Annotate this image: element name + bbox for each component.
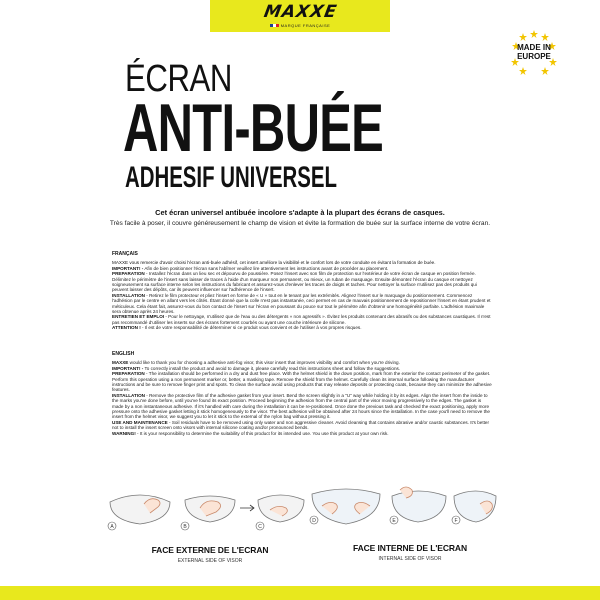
arrow-icon	[240, 505, 254, 511]
en-p4-text: - Remove the protective film of the adhesive gasket from your insert. Bend the screen slightly in a "U" way while holding it by its edges. Align the insert from the inside to the marks you've done before, until you've found its exact position. Proceed beginning the adhesion from the central part of the visor moving progressively to the edges. The gasket is made by a non instantaneous adhesive. If it's handled with care during the installation it can be re-positioned. Once done the previous task and checked the exact positioning, apply more pressure onto the adhesive gasket letting it stick homogeneously to the visor. The best adhesion will be obtained after 24 hours since the installation. In the case you'll need to remove the insert from the helmet visor, we suggest you to let it stick to the external of the nylon bag without pressing it.	[112, 392, 490, 420]
title-line-1: ÉCRAN	[125, 58, 233, 100]
fr-paragraph-5	[112, 314, 492, 325]
en-paragraph-5	[112, 420, 492, 431]
fr-p1-text: MAXXE vous remercie d'avoir choisi l'écran anti-buée adhésif, cet insert améliore la visibilité et le confort lors de votre conduite en évitant la formation de buée.	[112, 260, 436, 266]
step-label-c: C	[258, 524, 262, 530]
caption-external-main: FACE EXTERNE DE L'ECRAN	[151, 545, 269, 555]
step-label-b: B	[183, 524, 187, 530]
brand-tagline: MARQUE FRANÇAISE	[280, 23, 331, 28]
visor-icon	[392, 491, 446, 522]
lead-bold: Cet écran universel antibuée incolore s'adapte à la plupart des écrans de casques.	[155, 208, 445, 217]
en-p5-label: USE AND MAINTENANCE	[112, 419, 168, 425]
visor-icon	[110, 495, 170, 524]
fr-p6-label: ATTENTION !	[112, 325, 141, 331]
badge-line-1: MADE IN	[517, 43, 551, 52]
en-p4-label: INSTALLATION	[112, 392, 146, 398]
en-p5-text: - Soil residuals have to be removed using only water and non aggressive cleaner. Avoid cleansing that contains abrasive and/or caustic substances. It's better not to install the insert screen onto visors with internal silicone coating and/or pronounced bends.	[112, 419, 489, 431]
installation-diagram	[100, 480, 500, 540]
en-p3-text: - The installation should be performed in a dry and dust free place. With the helmet shield in the down position, mark from the exterior the contact perimeter of the gasket. Perform this operation using a non permanent marker or, better, a masking tape. Remove the shield from the helmet. Carefully clean its internal surface following the manufacturer instructions and be sure to remove finger print and spots. To clean the surface avoid using products that may release deposits or protecting coats, because they can minimize the adhesive features.	[112, 371, 492, 393]
badge-line-2: EUROPE	[517, 52, 551, 61]
caption-external-sub: EXTERNAL SIDE OF VISOR	[177, 558, 243, 564]
fr-p5-label: ENTRETIEN ET EMPLOI	[112, 314, 165, 320]
en-paragraph-6	[112, 431, 492, 436]
caption-internal-main: FACE INTERNE DE L'ECRAN	[352, 543, 467, 553]
section-heading-english: ENGLISH	[112, 351, 135, 357]
fr-p2-text: Afin de bien positionner l'écran sans l'abîmer veuillez lire attentivement les instructions avant de procéder au placement.	[143, 265, 389, 271]
caption-internal-sub: INTERNAL SIDE OF VISOR	[378, 556, 442, 562]
lead-normal: Très facile à poser, il couvre généreusement le champ de vision et évite la formation de buée sur la surface interne de votre écran.	[109, 220, 491, 227]
fr-p4-label: INSTALLATION	[112, 292, 146, 298]
step-label-e: E	[392, 518, 396, 524]
brand-logo: MAXXE	[261, 2, 339, 22]
visor-icon	[312, 489, 380, 524]
fr-p4-text: - Retirez le film protecteur et pliez l'insert en forme de « U » tout en le tenant par les extrémités. Alignez l'insert sur le marquage du positionnement. Commencez l'adhésion par le centre en allant vers les côtés. Étant donné que la colle n'est pas instantanée, ceci permet en cas de mauvais positionnement de repositionner l'insert en étant prudent et méticuleux. Cela étant fait, assurez-vous du bon contact de l'insert sur l'écran en poussant du pouce sur tout le périmètre afin d'obtenir une homogénéité parfaite. L'adhésion maximale sera obtenue après 24 heures.	[112, 292, 491, 315]
fr-p5-text: - Pour le nettoyage, n'utilisez que de l'eau ou des détergents « non agressifs ». Évitez les produits contenant des abrasifs ou des substances caustiques. Il n'est pas recommandé d'utiliser les inserts sur des écrans fortement courbés ou ayant une couche intérieure de silicone.	[112, 314, 491, 325]
made-in-europe-badge	[510, 28, 558, 76]
en-p6-text: - It is your responsibility to determine the suitability of this product for its intended use. You use this product at your own risk.	[135, 430, 389, 436]
fr-paragraph-6	[112, 325, 492, 330]
caption-external	[140, 545, 280, 564]
en-p1-label: MAXXE	[112, 360, 129, 366]
en-paragraph-4	[112, 393, 492, 420]
en-p2-label: IMPORTANT! -	[112, 365, 144, 371]
section-heading-francais: FRANÇAIS	[112, 251, 138, 257]
en-paragraph-3	[112, 371, 492, 393]
fr-p3-text: - Installez l'écran dans un lieu sec et dépourvu de poussière. Posez l'insert avec son film de protection sur l'extérieur de votre écran de casque en position fermée. Délimitez le périmètre de l'insert sans laisser de traces à l'aide d'un marqueur non permanent, ou mieux, un ruban de masquage. Ensuite démontez l'écran du casque et nettoyez soigneusement sa surface interne selon les instructions du fabricant et assurez-vous d'enlever les traces de doigts et taches. Pour nettoyer la surface n'utilisez pas des produits qui peuvent laisser des dépôts, car ils peuvent influencer sur l'adhérence de l'insert.	[112, 271, 477, 293]
fr-p3-label: PREPARATION	[112, 271, 145, 277]
en-p3-label: PREPARATION	[112, 371, 145, 377]
fr-paragraph-4	[112, 293, 492, 315]
french-flag-icon	[270, 24, 279, 27]
fr-paragraph-3	[112, 271, 492, 293]
title-line-2: ANTI-BUÉE	[123, 90, 384, 166]
fr-p6-text: - Il est de votre responsabilité de déterminer si ce produit vous convient et de l'utiliser à vos propres risques.	[140, 325, 362, 331]
title-line-3: ADHESIF UNIVERSEL	[125, 161, 337, 194]
section-francais	[112, 252, 492, 331]
en-p6-label: WARNING!	[112, 430, 136, 436]
step-label-f: F	[454, 518, 458, 524]
fr-p2-label: IMPORTANT! -	[112, 265, 144, 271]
en-p1-text: would like to thank you for choosing a adhesive anti-fog visor, this visor insert that improves visibility and comfort when you're driving.	[128, 360, 400, 366]
caption-internal	[340, 543, 480, 562]
footer-accent-band	[0, 586, 600, 600]
step-label-a: A	[110, 524, 114, 530]
en-p2-text: To correctly install the product and avoid to damage it, please carefully read this instructions sheet and follow the suggestions.	[143, 365, 401, 371]
brand-tagline-row	[270, 23, 331, 28]
step-label-d: D	[312, 518, 316, 524]
section-english	[112, 352, 492, 436]
logo-banner	[210, 0, 390, 32]
